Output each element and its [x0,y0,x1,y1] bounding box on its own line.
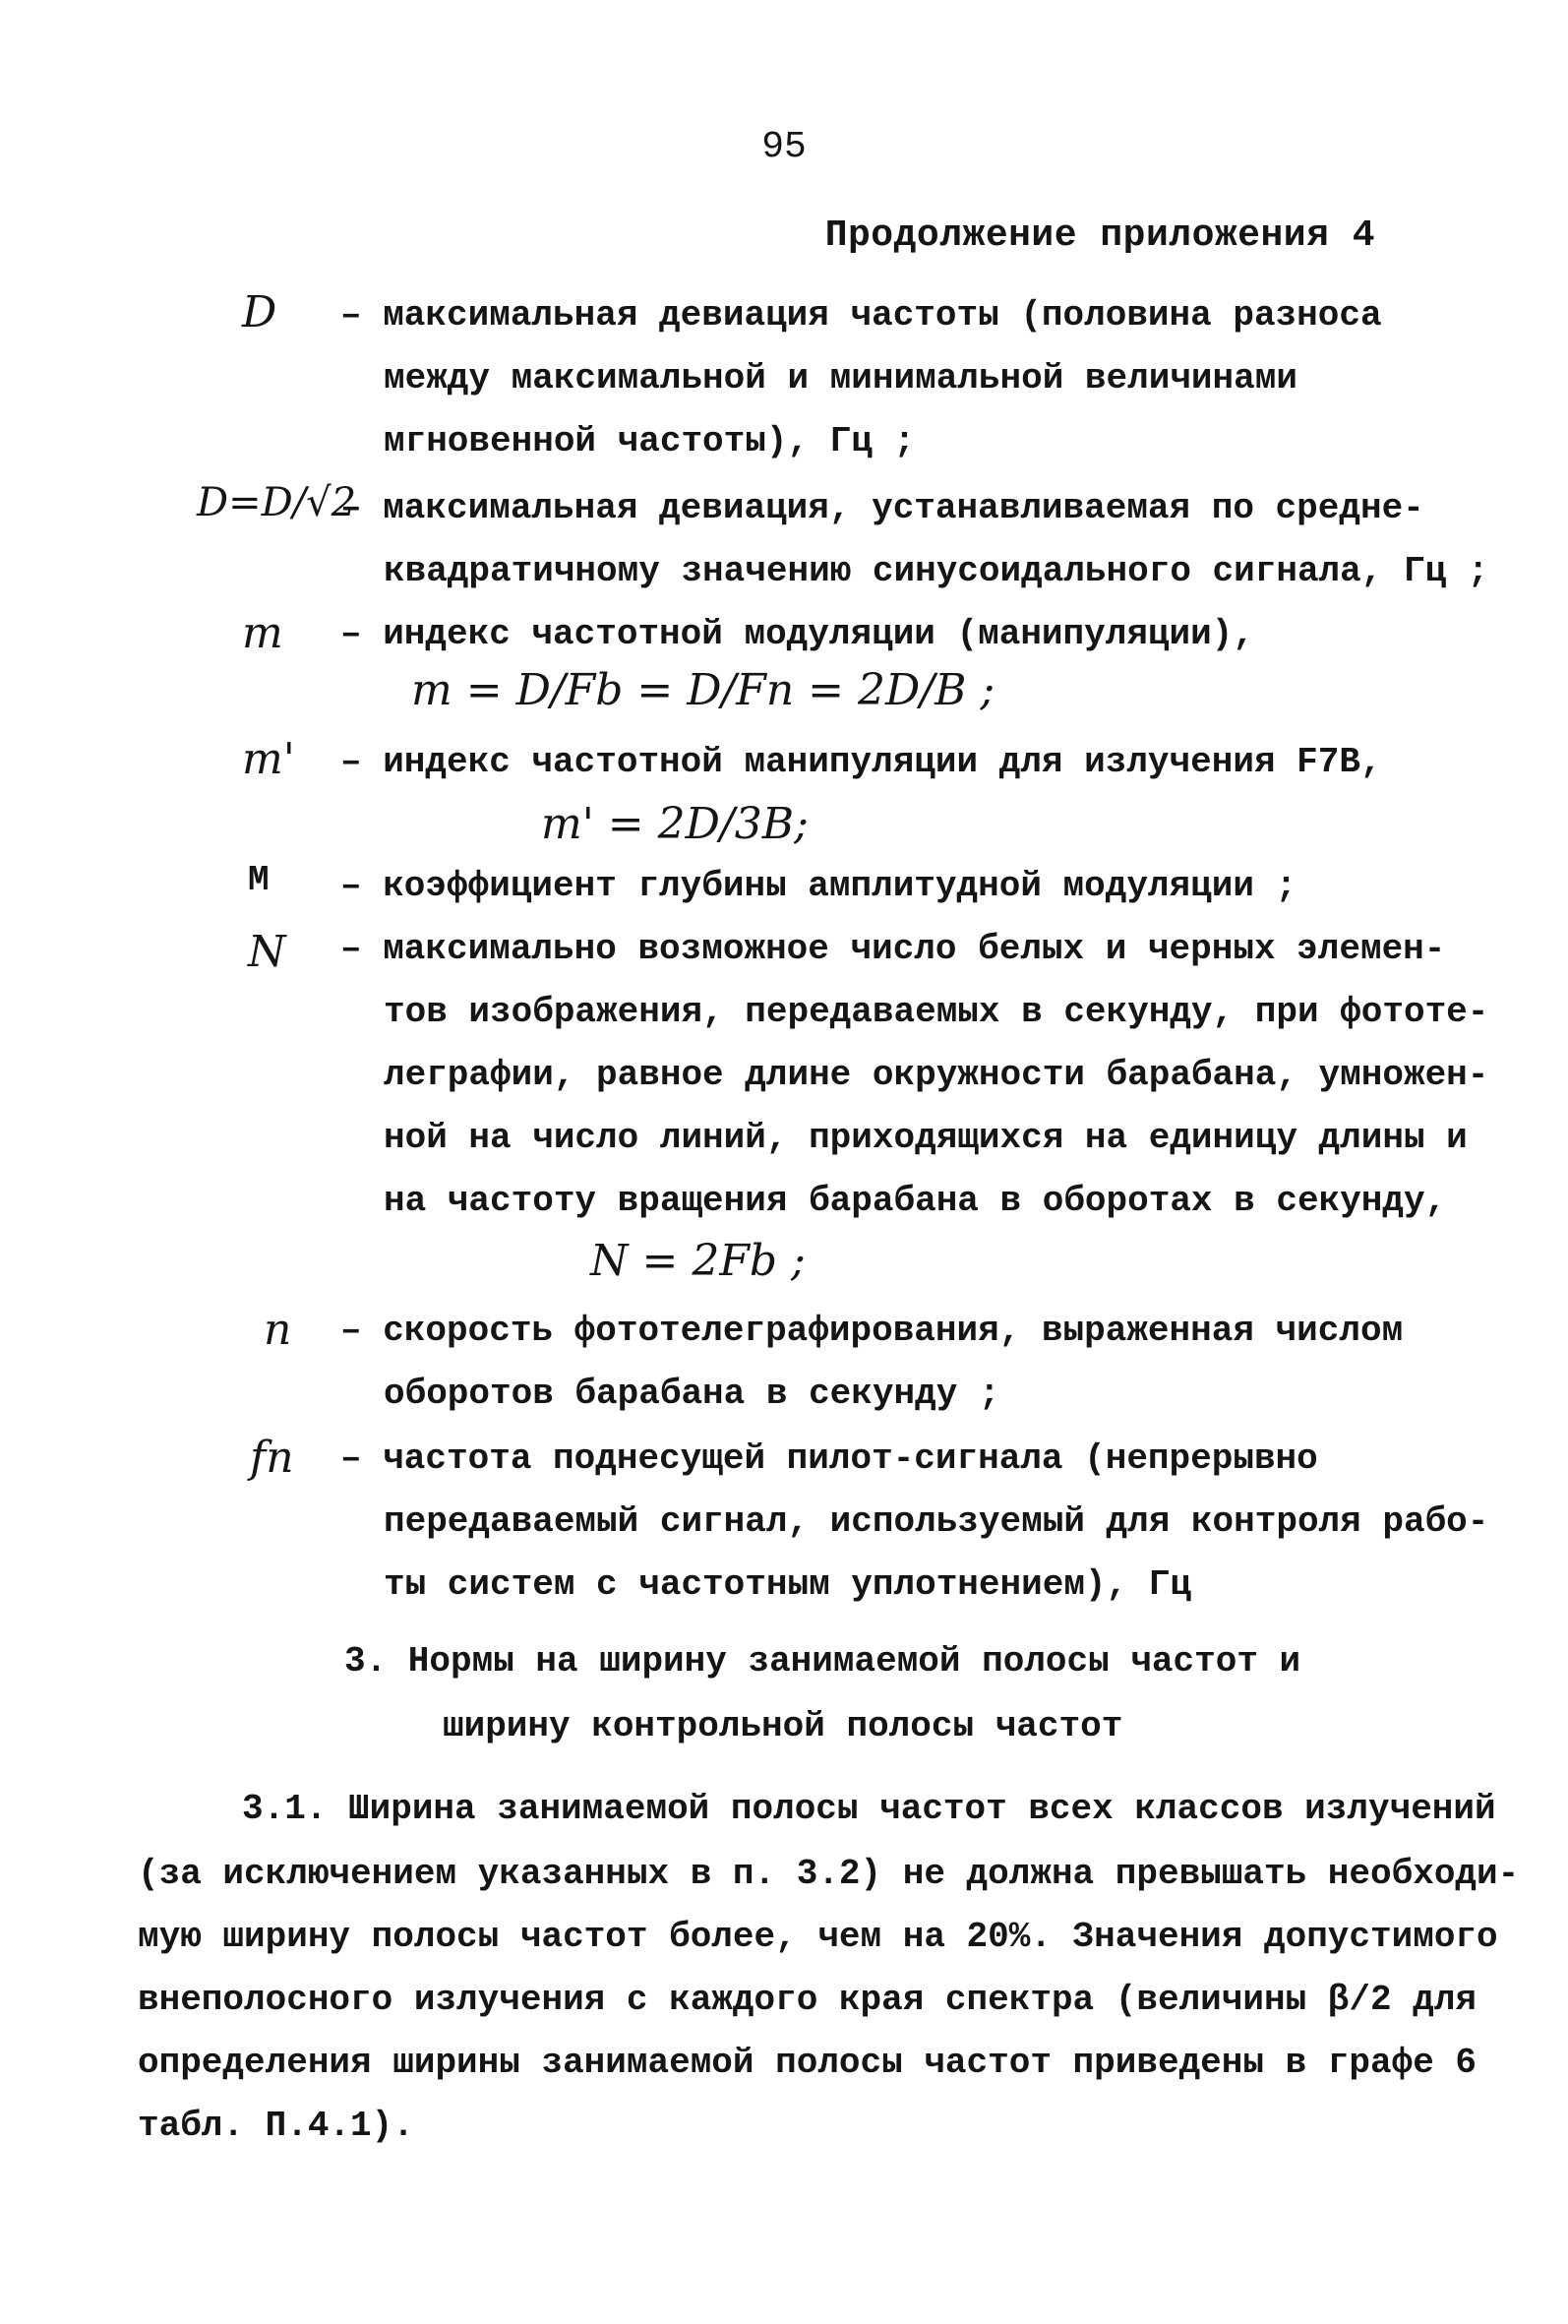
page-number: 95 [761,126,807,168]
section-heading-line-1: 3. Нормы на ширину занимаемой полосы частот и [344,1641,1301,1682]
def-N-line-1: – максимально возможное число белых и черных элемен- [340,929,1446,969]
symbol-M: M [248,860,270,900]
def-D-line-2: между максимальной и минимальной величинами [384,358,1297,398]
def-D-line-3: мгновенной частоты), Гц ; [384,421,916,461]
def-m-line-1: – индекс частотной модуляции (манипуляции), [340,614,1254,654]
def-fp-line-1: – частота поднесущей пилот-сигнала (непрерывно [340,1438,1318,1479]
def-fp-line-3: ты систем с частотным уплотнением), Гц [384,1564,1191,1605]
paragraph-line-6: табл. П.4.1). [138,2106,414,2146]
def-D-line-1: – максимальная девиация частоты (половина разноса [340,295,1382,336]
paragraph-line-1: 3.1. Ширина занимаемой полосы частот всех классов излучений [242,1789,1496,1829]
symbol-fp: fп [250,1433,294,1483]
symbol-n: n [264,1305,292,1355]
def-N-line-4: ной на число линий, приходящихся на единицу длины и [384,1118,1468,1158]
def-Drms-line-2: квадратичному значению синусоидального сигнала, Гц ; [384,551,1489,591]
symbol-m-prime: m' [242,734,295,784]
paragraph-line-5: определения ширины занимаемой полосы частот приведены в графе 6 [138,2043,1478,2083]
symbol-D-rms: D=D/√2 [197,480,357,525]
paragraph-line-4: внеполосного излучения с каждого края спектра (величины β/2 для [138,1980,1478,2020]
continuation-header: Продолжение приложения 4 [824,214,1375,257]
def-M-line-1: – коэффициент глубины амплитудной модуляции ; [340,866,1297,906]
def-N-line-5: на частоту вращения барабана в оборотах в секунду, [384,1181,1447,1221]
def-Drms-line-1: – максимальная девиация, устанавливаемая по средне- [340,488,1424,528]
def-n-line-1: – скорость фототелеграфирования, выраженная числом [340,1311,1404,1351]
symbol-m: m [242,608,283,658]
def-mprime-line-1: – индекс частотной манипуляции для излучения F7B, [340,742,1382,782]
formula-m: m = D/Fb = D/Fn = 2D/B ; [411,665,995,715]
def-N-line-2: тов изображения, передаваемых в секунду, при фототе- [384,992,1489,1032]
section-heading-line-2: ширину контрольной полосы частот [443,1706,1123,1746]
formula-N: N = 2Fb ; [590,1236,806,1286]
paragraph-line-3: мую ширину полосы частот более, чем на 20%. Значения допустимого [138,1917,1498,1957]
def-N-line-3: леграфии, равное длине окружности барабана, умножен- [384,1055,1489,1095]
formula-m-prime: m' = 2D/3B; [541,799,809,849]
def-fp-line-2: передаваемый сигнал, используемый для контроля рабо- [384,1501,1489,1542]
symbol-D: D [242,287,277,337]
paragraph-line-2: (за исключением указанных в п. 3.2) не должна превышать необходи- [138,1854,1520,1894]
def-n-line-2: оборотов барабана в секунду ; [384,1374,1000,1414]
symbol-N: N [248,927,286,977]
